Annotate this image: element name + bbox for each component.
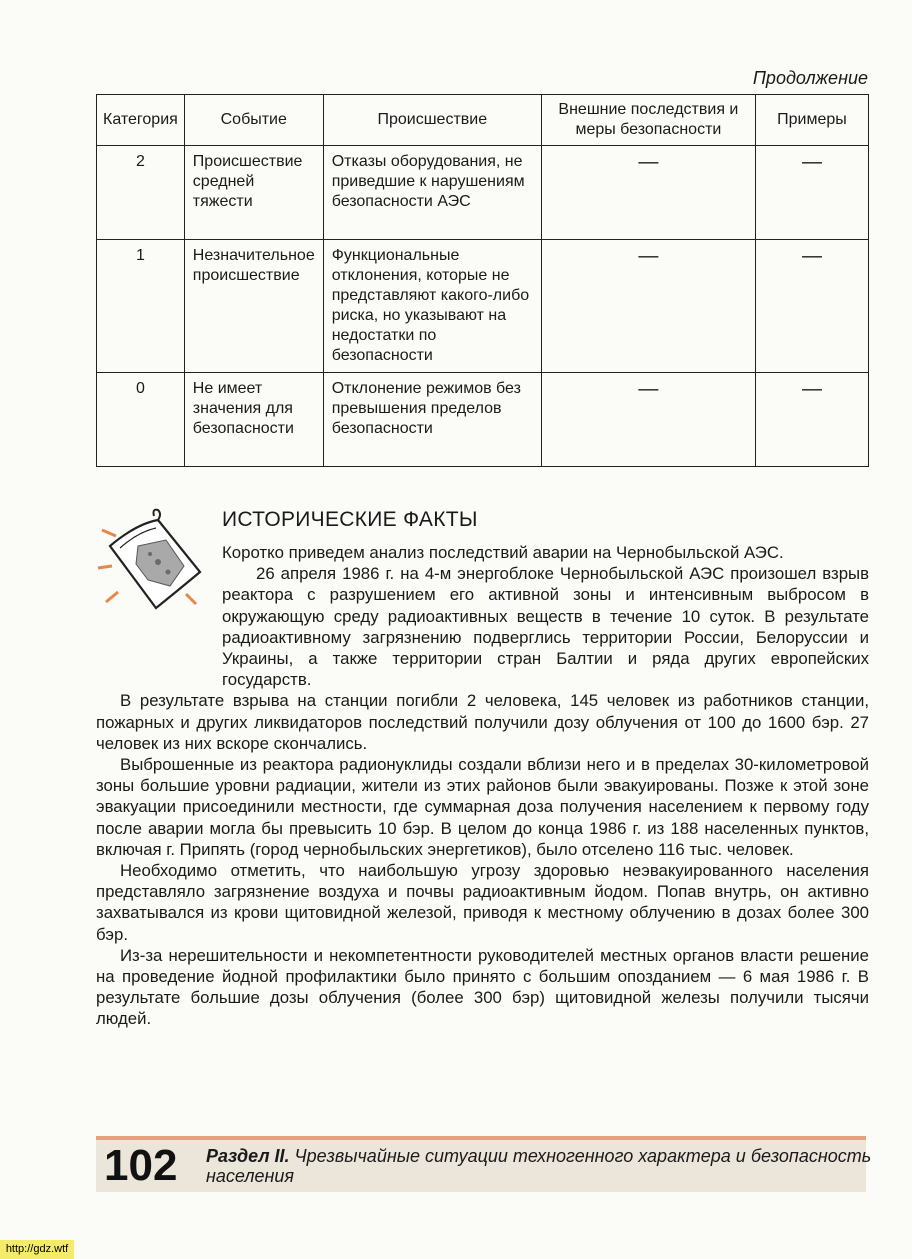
cell-consequences: — — [541, 240, 755, 373]
cell-examples: — — [755, 146, 868, 240]
section-title: ИСТОРИЧЕСКИЕ ФАКТЫ — [222, 508, 478, 531]
paragraph: В результате взрыва на станции погибли 2 человека, 145 человек из работников станции, пожарных и других ликвидаторов последствий получили дозу облучения от 100 до 1600 бэр. 27 человек из них вскоре скончались. — [96, 691, 869, 753]
header-event: Событие — [184, 95, 323, 146]
cell-event: Не имеет значения для безопасности — [184, 373, 323, 467]
table-header-row — [97, 95, 869, 146]
header-incident: Происшествие — [323, 95, 541, 146]
cell-examples: — — [755, 373, 868, 467]
cell-event: Незначительное происшествие — [184, 240, 323, 373]
paragraph: Выброшенные из реактора радионуклиды создали вблизи него и в пределах 30-километровой зоны большие уровни радиации, жители из этих районов были эвакуированы. Позже к этой зоне эвакуации присоединили местности, где суммарная доза получения населением к первому году после аварии могла бы превысить 10 бэр. В целом до конца 1986 г. из 188 населенных пунктов, включая г. Припять (город чернобыльских энергетиков), было отселено 116 тыс. человек. — [96, 755, 869, 859]
table-row — [97, 373, 869, 467]
cell-examples: — — [755, 240, 868, 373]
cell-category: 2 — [97, 146, 185, 240]
paragraph: Необходимо отметить, что наибольшую угрозу здоровью неэвакуированного населения представляло загрязнение воздуха и почвы радиоактивным йодом. Попав внутрь, он активно захватывался из крови щитовидной железой, приводя к местному облучению в дозах более 300 бэр. — [96, 861, 869, 944]
cell-category: 0 — [97, 373, 185, 467]
paragraph: 26 апреля 1986 г. на 4-м энергоблоке Чернобыльской АЭС произошел взрыв реактора с разрушением его активной зоны и интенсивным выбросом в окружающую среду радиоактивных веществ в течение 10 суток. В результате радиоактивному загрязнению подверглись территории России, Белоруссии и Украины, а также территории стран Балтии и ряда других европейских государств. — [222, 564, 869, 690]
incident-scale-table — [96, 94, 869, 467]
cell-category: 1 — [97, 240, 185, 373]
watermark-link[interactable]: http://gdz.wtf — [0, 1240, 74, 1259]
historical-facts-text — [96, 542, 869, 1030]
footer-section-title — [206, 1146, 912, 1186]
section-label: Раздел II. — [206, 1146, 290, 1166]
table-row — [97, 240, 869, 373]
cell-event: Происшествие средней тяжести — [184, 146, 323, 240]
header-category: Категория — [97, 95, 185, 146]
cell-consequences: — — [541, 146, 755, 240]
header-consequences: Внешние последствия и меры безопасности — [541, 95, 755, 146]
section-name: Чрезвычайные ситуации техногенного характера и безопасность населения — [206, 1146, 872, 1186]
header-examples: Примеры — [755, 95, 868, 146]
cell-consequences: — — [541, 373, 755, 467]
cell-incident: Функциональные отклонения, которые не представляют какого-либо риска, но указывают на недостатки по безопасности — [323, 240, 541, 373]
paragraph: Из-за нерешительности и некомпетентности руководителей местных органов власти решение на проведение йодной профилактики было принято с большим опозданием — 6 мая 1986 г. В результате большие дозы облучения (более 300 бэр) щитовидной железы получили тысячи людей. — [96, 945, 869, 1029]
cell-incident: Отказы оборудования, не приведшие к нарушениям безопасности АЭС — [323, 146, 541, 240]
lead-paragraph: Коротко приведем анализ последствий аварии на Чернобыльской АЭС. — [222, 543, 784, 562]
cell-incident: Отклонение режимов без превышения пределов безопасности — [323, 373, 541, 467]
table-row — [97, 146, 869, 240]
page-number: 102 — [104, 1141, 178, 1190]
continuation-label: Продолжение — [752, 68, 868, 88]
